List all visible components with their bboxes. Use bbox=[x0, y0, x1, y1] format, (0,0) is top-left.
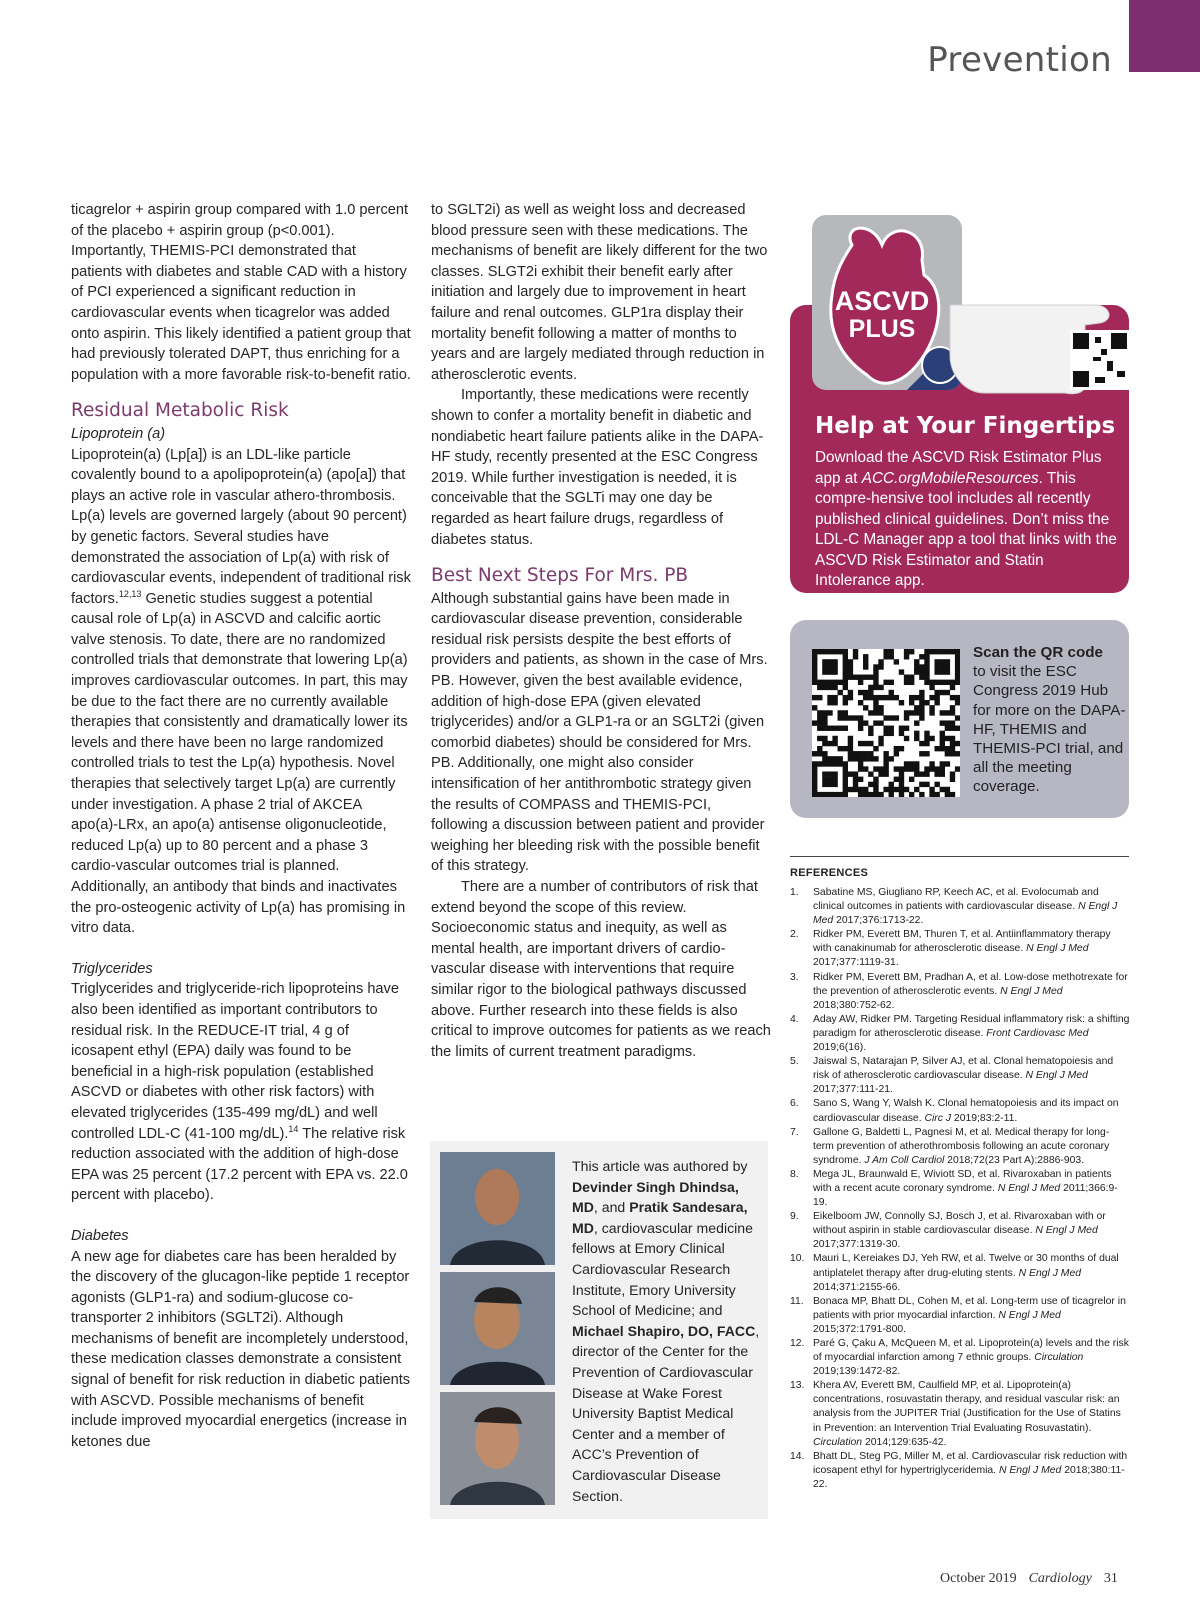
reference-item: 10. Mauri L, Kereiakes DJ, Yeh RW, et al. Twelve or 30 months of dual antiplatelet therapy after drug-eluting stents. N Engl J Med 2014;371:2155-66. bbox=[790, 1253, 1119, 1293]
references-list bbox=[790, 886, 1130, 1492]
paragraph: A new age for diabetes care has been heralded by the discovery of the glucagon-like peptide 1 receptor agonists (GLP1-ra) and sodium-glucose co-transporter 2 inhibitors (SGLT2i). Although mechanisms of benefit are incompletely understood, these medication classes demonstrate a consistent signal of benefit for risk reduction in diabetic patients with ASCVD. Possible mechanisms of benefit include improved myocardial energetics (increase in ketones due bbox=[71, 1248, 411, 1450]
citation: 14 bbox=[288, 1123, 299, 1134]
paragraph: Importantly, these medications were recently shown to confer a mortality benefit in diabetic and nondiabetic heart failure patients alike in the DAPA-HF study, recently presented at the ESC Congress 2019. While further investigation is needed, it is conceivable that the SGLTi may one day be regarded as heart failure drugs, regardless of diabetes status. bbox=[431, 387, 764, 548]
paragraph: Although substantial gains have been made in cardiovascular disease prevention, considerable residual risk persists despite the best efforts of providers and patients, as shown in the case of Mrs. PB. However, given the best available evidence, addition of high-dose EPA (given elevated triglycerides) and/or a GLP1-ra or an SGLT2i (given comorbid diabetes) should be considered for Mrs. PB. Additionally, one might also consider intensification of her antithrombotic strategy given the results of COMPASS and THEMIS-PCI, following a discussion between patient and provider weighing her bleeding risk with the possible benefit of this strategy. bbox=[431, 590, 768, 875]
section-heading: Best Next Steps For Mrs. PB bbox=[431, 565, 689, 587]
section-title: Prevention bbox=[927, 40, 1112, 80]
section-color-tab bbox=[1129, 0, 1200, 72]
article-column-1 bbox=[71, 200, 411, 1452]
reference-item: 14. Bhatt DL, Steg PG, Miller M, et al. Cardiovascular risk reduction with icosapent ethyl for hypertriglyceridemia. N Engl J Med 2018;380:11-22. bbox=[790, 1450, 1128, 1490]
divider bbox=[790, 856, 1129, 857]
qr-caption: Scan the QR code to visit the ESC Congress 2019 Hub for more on the DAPA-HF, THEMIS and THEMIS-PCI trial, and all the meeting coverage. bbox=[973, 644, 1126, 796]
reference-item: 11. Bonaca MP, Bhatt DL, Cohen M, et al. Long-term use of ticagrelor in patients with prior myocardial infarction. N Engl J Med 2015;372:1791-800. bbox=[790, 1295, 1126, 1335]
app-icon-line1: ASCVD bbox=[834, 286, 930, 316]
magazine-name: Cardiology bbox=[1028, 1571, 1092, 1586]
author-bio: This article was authored by Devinder Singh Dhindsa, MD, and Pratik Sandesara, MD, cardiovascular medicine fellows at Emory Clinical Cardiovascular Research Institute, Emory University School of Medicine; and Michael Shapiro, DO, FACC, director of the Center for the Prevention of Cardiovascular Disease at Wake Forest University Baptist Medical Center and a member of ACC’s Prevention of Cardiovascular Disease Section. bbox=[572, 1158, 760, 1504]
citation: 12,13 bbox=[118, 588, 142, 599]
reference-item: 13. Khera AV, Everett BM, Caulfield MP, et al. Lipoprotein(a) concentrations, rosuvastatin therapy, and residual vascular risk: an analysis from the JUPITER Trial (Justification for the Use of Statins in Prevention: an Intervention Trial Evaluating Rosuvastatin). Circulation 2014;129:635-42. bbox=[790, 1380, 1121, 1448]
paragraph: ticagrelor + aspirin group compared with 1.0 percent of the placebo + aspirin group (p<0.001). Importantly, THEMIS-PCI demonstrated that patients with diabetes and stable CAD with a history of PCI experienced a significant reduction in cardiovascular events when ticagrelor was added onto aspirin. This likely identified a patient group that had previously tolerated DAPT, thus enriching for a population with a more favorable risk-to-benefit ratio. bbox=[71, 202, 411, 383]
author-photo bbox=[440, 1392, 555, 1505]
references-heading: REFERENCES bbox=[790, 867, 869, 879]
promo-title: Help at Your Fingertips bbox=[815, 413, 1116, 439]
paragraph: to SGLT2i) as well as weight loss and decreased blood pressure seen with these medications. The mechanisms of benefit are likely different for the two classes. SLGT2i exhibit their benefit early after initiation and largely due to improvement in heart failure and renal outcomes. GLP1ra display their mortality benefit following a matter of months to years and are largely mediated through reduction in atherosclerotic events. bbox=[431, 202, 768, 383]
article-column-2 bbox=[431, 200, 771, 1062]
reference-item: 6. Sano S, Wang Y, Walsh K. Clonal hematopoiesis and its impact on cardiovascular disease. Circ J 2019;83:2-11. bbox=[790, 1098, 1119, 1124]
reference-item: 3. Ridker PM, Everett BM, Pradhan A, et al. Low-dose methotrexate for the prevention of atherosclerotic events. N Engl J Med 2018;380:752-62. bbox=[790, 971, 1128, 1011]
reference-item: 4. Aday AW, Ridker PM. Targeting Residual inflammatory risk: a shifting paradigm for atherosclerotic disease. Front Cardiovasc Med 2019;6(16). bbox=[790, 1013, 1130, 1054]
pointing-hand-icon bbox=[945, 295, 1165, 395]
paragraph: Lipoprotein(a) (Lp[a]) is an LDL-like particle covalently bound to a apolipoprotein(a) (apo[a]) that plays an active role in vascular athero-thrombosis. Lp(a) levels are governed largely (about 90 percent) by genetic factors. Several studies have demonstrated the association of Lp(a) with risk of cardiovascular events, independent of traditional risk factors.$^{12,13}$ Genetic studies suggest a potential causal role of Lp(a) in ASCVD and calcific aortic valve stenosis. To date, there are no randomized controlled trials that demonstrate that lowering Lp(a) improves cardiovascular outcomes. In part, this may be due to the fact there are no currently available therapies that consistently and dramatically lower its levels and there have been no large randomized controlled trials to test the Lp(a) hypothesis. Novel therapies that selectively target Lp(a) are currently under investigation. A phase 2 trial of AKCEA apo(a)-LRx, an apo(a) antisense oligonucleotide, reduced Lp(a) up to 80 percent and a phase 3 cardio-vascular outcomes trial is planned. Additionally, an antibody that binds and inactivates the pro-osteogenic activity of Lp(a) has promising in vitro data. bbox=[71, 446, 411, 937]
app-icon-line2: PLUS bbox=[848, 315, 916, 343]
qr-code-icon[interactable] bbox=[812, 649, 960, 797]
promo-link[interactable]: ACC.orgMobileResources bbox=[861, 469, 1039, 487]
page-footer bbox=[940, 1571, 1118, 1587]
reference-item: 2. Ridker PM, Everett BM, Thuren T, et al. Antiinflammatory therapy with canakinumab for atherosclerotic disease. N Engl J Med 2017;377:1119-31. bbox=[790, 929, 1111, 969]
paragraph: Triglycerides and triglyceride-rich lipoproteins have also been identified as important contributors to residual risk. In the REDUCE-IT trial, 4 g of icosapent ethyl (EPA) daily was found to be beneficial in a high-risk population (established ASCVD or diabetes with other risk factors) with elevated triglycerides (135-499 mg/dL) and well controlled LDL-C (41-100 mg/dL).$^{14}$ The relative risk reduction associated with the addition of high-dose EPA was 25 percent (17.2 percent with EPA vs. 22.0 percent with placebo). bbox=[71, 981, 408, 1204]
reference-item: 7. Gallone G, Baldetti L, Pagnesi M, et al. Medical therapy for long-term prevention of atherothrombosis following an acute coronary syndrome. J Am Coll Cardiol 2018;72(23 Part A):2886-903. bbox=[790, 1126, 1110, 1166]
subheading: Diabetes bbox=[71, 1227, 129, 1244]
section-heading: Residual Metabolic Risk bbox=[71, 400, 289, 422]
reference-item: 9. Eikelboom JW, Connolly SJ, Bosch J, et al. Rivaroxaban with or without aspirin in stable cardiovascular disease. N Engl J Med 2017;377:1319-30. bbox=[790, 1211, 1106, 1251]
reference-item: 12. Paré G, Çaku A, McQueen M, et al. Lipoprotein(a) levels and the risk of myocardial infarction among 7 ethnic groups. Circulation 2019;139:1472-82. bbox=[790, 1338, 1129, 1378]
author-photo bbox=[440, 1152, 555, 1265]
author-photo bbox=[440, 1272, 555, 1385]
promo-body: Download the ASCVD Risk Estimator Plus app at ACC.orgMobileResources. This compre-hensive tool includes all recently published clinical guidelines. Don’t miss the LDL-C Manager app a tool that links with the ASCVD Risk Estimator and Statin Intolerance app. bbox=[815, 449, 1117, 589]
reference-item: 8. Mega JL, Braunwald E, Wiviott SD, et al. Rivaroxaban in patients with a recent acute coronary syndrome. N Engl J Med 2011;366:9-19. bbox=[790, 1168, 1118, 1209]
reference-item: 5. Jaiswal S, Natarajan P, Silver AJ, et al. Clonal hematopoiesis and risk of atherosclerotic cardiovascular disease. N Engl J Med 2017;377:111-21. bbox=[790, 1056, 1114, 1096]
page-number: 31 bbox=[1103, 1571, 1118, 1586]
ascvd-plus-app-icon[interactable] bbox=[812, 215, 962, 390]
issue-date: October 2019 bbox=[940, 1571, 1017, 1586]
reference-item: 1. Sabatine MS, Giugliano RP, Keech AC, et al. Evolocumab and clinical outcomes in patients with cardiovascular disease. N Engl J Med 2017;376:1713-22. bbox=[790, 887, 1118, 927]
paragraph: There are a number of contributors of risk that extend beyond the scope of this review. Socioeconomic status and inequity, as well as mental health, are important drivers of cardio-vascular disease with interventions that require similar rigor to the biological pathways discussed above. Further research into these fields is also critical to improve outcomes for patients as we reach the limits of current treatment paradigms. bbox=[431, 879, 771, 1060]
subheading: Lipoprotein (a) bbox=[71, 425, 166, 442]
subheading: Triglycerides bbox=[71, 960, 153, 977]
